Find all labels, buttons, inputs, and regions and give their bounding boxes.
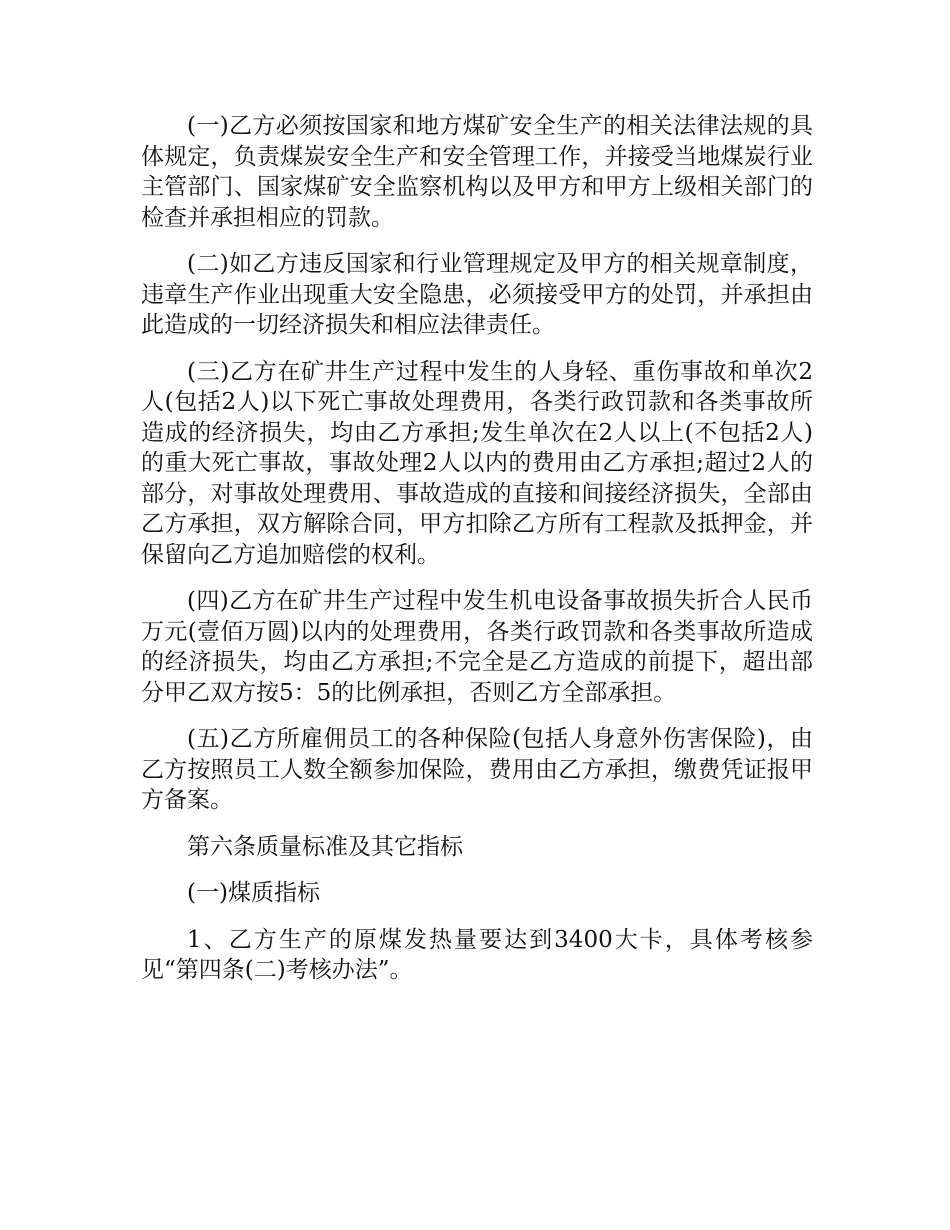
paragraph-calorific-value: 1、乙方生产的原煤发热量要达到3400大卡，具体考核参见“第四条(二)考核办法”。	[141, 926, 813, 983]
paragraph-violation-penalty: (二)如乙方违反国家和行业管理规定及甲方的相关规章制度，违章生产作业出现重大安全隐患，必须接受甲方的处罚，并承担由此造成的一切经济损失和相应法律责任。	[141, 251, 813, 338]
section-heading-article-6: 第六条质量标准及其它指标	[187, 833, 463, 860]
subheading-coal-quality: (一)煤质指标	[187, 880, 320, 906]
paragraph-equipment-accident: (四)乙方在矿井生产过程中发生机电设备事故损失折合人民币万元(壹佰万圆)以内的处理费用，各类行政罚款和各类事故所造成的经济损失，均由乙方承担;不完全是乙方造成的前提下，超出部分甲乙双方按5：5的比例承担，否则乙方全部承担。	[141, 588, 813, 706]
paragraph-safety-responsibility: (一)乙方必须按国家和地方煤矿安全生产的相关法律法规的具体规定，负责煤炭安全生产和安全管理工作，并接受当地煤炭行业主管部门、国家煤矿安全监察机构以及甲方和甲方上级相关部门的检查并承担相应的罚款。	[141, 113, 813, 231]
paragraph-employee-insurance: (五)乙方所雇佣员工的各种保险(包括人身意外伤害保险)，由乙方按照员工人数全额参加保险，费用由乙方承担，缴费凭证报甲方备案。	[141, 726, 813, 813]
paragraph-accident-liability: (三)乙方在矿井生产过程中发生的人身轻、重伤事故和单次2人(包括2人)以下死亡事故处理费用，各类行政罚款和各类事故所造成的经济损失，均由乙方承担;发生单次在2人以上(不包括2人)的重大死亡事故，事故处理2人以内的费用由乙方承担;超过2人的部分，对事故处理费用、事故造成的直接和间接经济损失，全部由乙方承担，双方解除合同，甲方扣除乙方所有工程款及抵押金，并保留向乙方追加赔偿的权利。	[141, 358, 813, 568]
document-body	[141, 111, 813, 1002]
